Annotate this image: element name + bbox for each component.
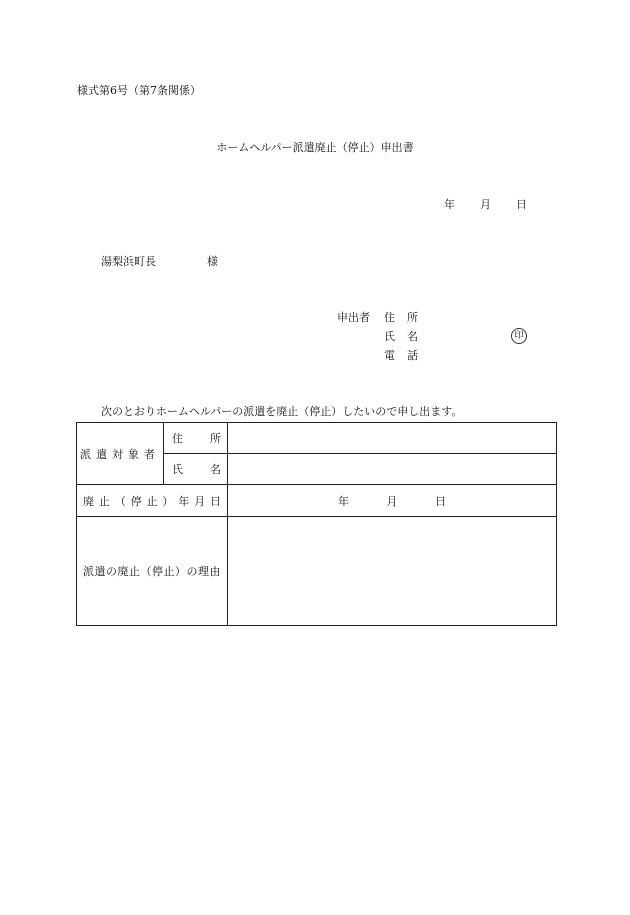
stop-date-month: 月 — [386, 494, 398, 508]
stop-date-label-char: 日 — [210, 494, 221, 508]
date-year-label: 年 — [444, 198, 455, 211]
intro-text: 次のとおりホームヘルパーの派遣を廃止（停止）したいので申し出ます。 — [101, 405, 463, 418]
stop-date-label-char: 月 — [194, 494, 206, 508]
applicant-label: 申出者 — [337, 311, 370, 324]
stop-date-label-char: 止 — [98, 494, 110, 508]
target-name-field[interactable] — [228, 454, 557, 485]
target-name-label: 氏 名 — [164, 454, 228, 485]
stop-date-label-char: 停 — [130, 494, 142, 508]
stop-date-label-char: 年 — [178, 494, 190, 508]
stop-date-label-char: （ — [114, 494, 126, 508]
date-month-label: 月 — [480, 198, 491, 211]
applicant-name-label: 氏 名 — [384, 330, 418, 343]
form-number: 様式第6号（第7条関係） — [77, 84, 201, 97]
stop-date-year: 年 — [338, 494, 349, 508]
applicant-phone-label: 電 話 — [384, 349, 418, 362]
stop-date-label-char: 廃 — [83, 494, 94, 508]
stop-date-label — [77, 485, 228, 517]
seal-mark: 印 — [511, 328, 527, 344]
reason-field[interactable] — [228, 517, 557, 626]
target-address-label: 住 所 — [164, 423, 228, 454]
stop-date-label-char: ） — [162, 494, 174, 508]
stop-date-label-char: 止 — [146, 494, 158, 508]
document-title: ホームヘルパー派遣廃止（停止）申出書 — [216, 141, 414, 154]
applicant-address-label: 住 所 — [384, 311, 418, 324]
stop-date-day: 日 — [435, 494, 446, 508]
addressee-name: 湯梨浜町長 — [101, 255, 156, 268]
date-day-label: 日 — [516, 198, 527, 211]
target-person-label: 派遣対象者 — [77, 423, 164, 485]
addressee-honorific: 様 — [207, 255, 218, 268]
stop-date-field[interactable] — [228, 485, 557, 517]
target-address-field[interactable] — [228, 423, 557, 454]
reason-label: 派遣の廃止（停止）の理由 — [77, 517, 228, 626]
application-table — [76, 422, 557, 626]
